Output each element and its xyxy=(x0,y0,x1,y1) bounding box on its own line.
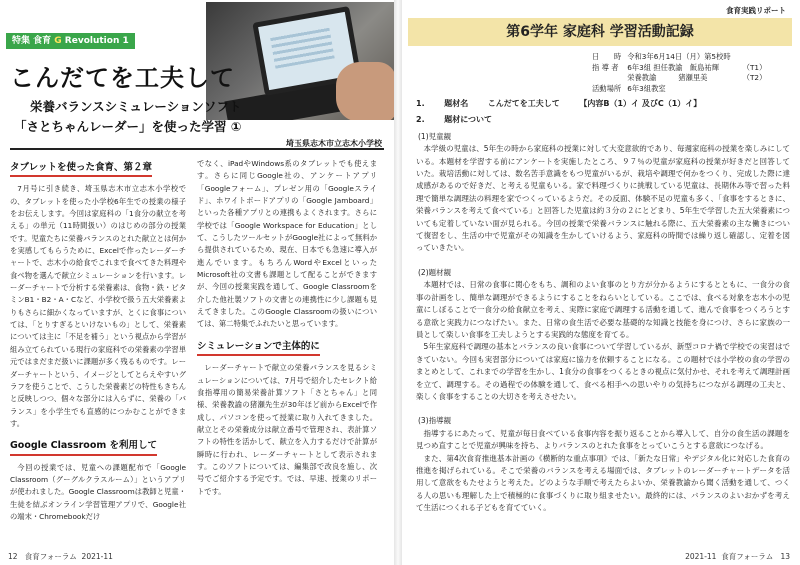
left-footer xyxy=(8,551,113,562)
subtitle-line2-text: 「さとちゃんレーダー」を使った学習 xyxy=(14,119,227,134)
heading-subject-num: 1. xyxy=(416,99,425,108)
issue-date-right: 2021-11 xyxy=(685,552,717,561)
heading-subject xyxy=(416,98,790,110)
meta-date-label: 日 時 xyxy=(592,52,622,61)
article-subtitle-line2 xyxy=(14,117,241,135)
subject-view-text-2: 5年生家庭科で調理の基本とバランスの良い食事について学習しているが、新型コロナ禍で学校での実習はできていない。今回も実習部分については家庭に協力を依頼することになる。この題材では小学校の食の学習のまとめとして、これまでの学習を生かし、1食分の食事をつくるときの視点に気付かせ、それを考えて調理計画を立て、調理する。その過程での体験を通して、食べる相手への思いやりの気持ちにつながる調理の工夫と、楽しく食事をすることの大切さを考えさせたい。 xyxy=(416,342,790,401)
meta-nutrition-tag: （T2） xyxy=(742,73,767,82)
article-subtitle-line1: 栄養バランスシミュレーションソフト xyxy=(30,99,242,114)
teaching-view-text-1: 指導するにあたって、児童が毎日食べている食事内容を振り返ることから導入して、自分の食生活の課題を見つめ直すことで児童が興味を持ち、よりバランスのとれた食事をとっていこうとする意欲につなげる。 xyxy=(416,428,790,451)
sub-heading-children: (1)児童観 xyxy=(418,131,452,141)
heading-subject-label: 題材名 xyxy=(444,99,469,108)
school-name: 埼玉県志木市立志木小学校 xyxy=(286,139,382,148)
magazine-name-right: 食育フォーラム xyxy=(721,552,774,561)
issue-date-left: 2021-11 xyxy=(81,552,113,561)
feature-tag-prefix: 特集 食育 xyxy=(12,36,55,46)
subject-view-text-1: 本題材では、日常の食事に関心をもち、調和のよい食事のとり方が分かるようにするとともに、一食分の食事の計画をし、簡単な調理ができるようにすることをねらいとしている。ここでは、食べる対象を志木小の児童にしぼることで一食分の給食献立を考え、実際に家庭で調理する活動を通して、進んで食事をつくろうとする意欲と実践力につなげたい。また、日常の食生活で必要な基礎的な知識と技能を身につけ、さらに家族の一員として楽しい食事を工夫しようとする実践的な態度を育てる。 xyxy=(416,280,790,339)
subtitle-number: ① xyxy=(230,119,242,134)
heading-about-num: 2. xyxy=(416,115,425,125)
meta-teacher-tag: （T1） xyxy=(742,62,767,72)
meta-teacher-value: 6年3組 担任教諭 飯島祐輝 xyxy=(627,62,720,72)
title-divider xyxy=(10,148,384,150)
heading-subject-value: こんだてを工夫して xyxy=(487,99,560,108)
left-column-1 xyxy=(10,160,186,523)
feature-tag xyxy=(6,33,135,49)
section-body-classroom: 今回の授業では、児童への課題配布で「Google Classroom（グーグルクラスルーム）」というアプリが使われました。Google Classroomは教師と児童・生徒を結ぶオンライン学習管理アプリで、Google社の端末・Chromebookだけ xyxy=(10,462,186,521)
feature-tag-suffix: Revolution 1 xyxy=(61,36,129,46)
section-heading-tablet: タブレットを使った食育、第２章 xyxy=(10,162,152,177)
section-body-simulation: レーダーチャートで献立の栄養バランスを見るシミュレーションについては、7月号で紹介したセレクト給食指導用の簡易栄養計算ソフト「さとちゃん」と同様、栄養教諭の猪瀬先生が30年ほど前からExcelで作成し、パソコンを使って授業に取り入れてきました。献立とその栄養成分は献立番号で管理され、表計算ソフトの特性を活かして、献立を入力するだけで計算が瞬時に行われ、レーダーチャートとして表示されます。このソフトについては、編集部で改良を施し、次号でご紹介する予定です。では、早速、授業のリポートです。 xyxy=(197,363,377,496)
page-number-left: 12 xyxy=(8,552,18,561)
section-heading-simulation: シミュレーションで主体的に xyxy=(197,341,320,356)
magazine-name-left: 食育フォーラム xyxy=(24,552,77,561)
teaching-view-text-2: また、第4次食育推進基本計画の《横断的な重点事項》では、「新たな日常」やデジタル化に対応した食育の推進を掲げられている。そこで栄養のバランスを考える場面では、タブレットのレーダーチャートデータを活用して意欲をもたせようと考えた。どのような手順で考えたらよいか、栄養教諭から聞く活動を通して、つくる人の思いも理解した上で積極的に食事づくりに取り組ませたい。最終的には、バランスのよいおかずを考えて生活につくれる子どもを育てていく。 xyxy=(416,453,790,513)
page-number-right: 13 xyxy=(780,552,790,561)
hand-shape xyxy=(336,62,394,120)
record-body xyxy=(416,98,790,515)
heading-about xyxy=(416,114,790,126)
section-body-tablet: 7月号に引き続き、埼玉県志木市立志木小学校での、タブレットを使った小学校6年生での授業の様子をお伝えします。今回は家庭科の「1食分の献立を考える」の単元（11時間扱い）のはじめの部分の授業です。児童たちに栄養バランスのとれた献立とは何かを実感してもらうために、Excelで作ったレーダーチャートで、志木小の給食でこれまで食べてきた料理や食べ物を選んで献立シミュレーションを行います。レーダーチャートで分析する栄養素は、食物・鉄・ビタミンB1・B2・A・Cなど、小学校で扱う五大栄養素よりもさらに細かくなっていますが、とくに食事については、「とりすぎるといけないもの」として、栄養素については主に「不足を補う」という視点から学習が組み立てられている現行の家庭科での栄養素の学習単元ではまだまだ扱いに課題が多く残るものです。レーダーチャートという、イメージとしてとらえやすいグラフを使うことで、こうした栄養素どの特性もきちんと反映しつつ、個々な部分には入らずに、栄養の「バランス」を小学生でも直感的につかむことができます。 xyxy=(10,184,186,428)
sub-heading-subject-view: (2)題材観 xyxy=(418,267,452,277)
page-gutter xyxy=(394,0,402,565)
children-view-text: 本学級の児童は、5年生の時から家庭科の授業に対して大変意欲的であり、毎週家庭科の授業を楽しみにしている。本題材を学習する前にアンケートを実施したところ、９７％の児童が家庭科の授業が好きだと回答していた。栽培活動に対しては、数名苦手意識をもつ児童がいるが、栽培や調理で何かをつくり、完成した際に達成感があるので好きだ、と考える児童もいる。家で料理づくりに挑戦している児童は、長期休み等で習った料理で簡単な調理法の料理を家でつくっているようだ。その反面、体験不足の児童も多く、「食事をするときに、栄養バランスを考えて食べている」と回答した児童は約３分の２にとどまり、5年生で学習した五大栄養素についても定着していない面が見られる。今回の授業で栄養バランスに触れる際に、五大栄養素の主な働きについて復習をし、生活の中で児童がその知識を生かしていけるよう、家庭科の時間では繰り返し確認し、定着を図っていきたい。 xyxy=(416,144,790,253)
meta-nutrition-value: 栄養教諭 猪瀬里美 xyxy=(627,73,708,82)
article-title: こんだてを工夫して xyxy=(10,64,235,92)
lesson-meta xyxy=(592,52,772,94)
right-page xyxy=(402,0,800,565)
sub-heading-teaching-view: (3)指導観 xyxy=(418,416,452,426)
section-heading-classroom: Google Classroom を利用して xyxy=(10,440,157,455)
series-label: 食育実践リポート xyxy=(726,6,786,15)
right-footer xyxy=(685,551,790,562)
left-page xyxy=(0,0,394,565)
meta-date-value: 令和3年6月14日（月）第5校時 xyxy=(627,52,731,61)
meta-place-label: 活動場所 xyxy=(592,83,622,93)
meta-place-value: 6年3組教室 xyxy=(627,83,666,93)
record-title: 第6学年 家庭科 学習活動記録 xyxy=(408,18,792,46)
feature-tag-g: G xyxy=(54,36,62,46)
heading-about-label: 題材について xyxy=(444,115,493,125)
column2-continued-text: でなく、iPadやWindows系のタブレットでも使えます。さらに同じGoogle社の、アンケートアプリ「Googleフォーム」、プレゼン用の「Googleスライド」、ホワイトボードアプリの「Google Jamboard」といった各種アプリとの連携もよくされます。さらに学校では「Google Workspace for Education」として、こうしたツールセットがGoogle社によって無料から提供されているため、現在、日本でも急速に導入が進んでいます。もちろんWordやExcelといったMicrosoft社の文書も課題として配ることができますが、今回の授業実践を通して、Google Classroomを介した他社製ソフトの文書との連携性に少し課題も見えてきました。このGoogle Classroomの扱いについては、第二特集でふれたいと思っています。 xyxy=(197,159,377,329)
meta-teacher-label: 指 導 者 xyxy=(592,62,619,72)
left-column-2 xyxy=(197,158,377,498)
heading-subject-content: 【内容B（1）イ 及びC（1）イ】 xyxy=(579,99,702,108)
